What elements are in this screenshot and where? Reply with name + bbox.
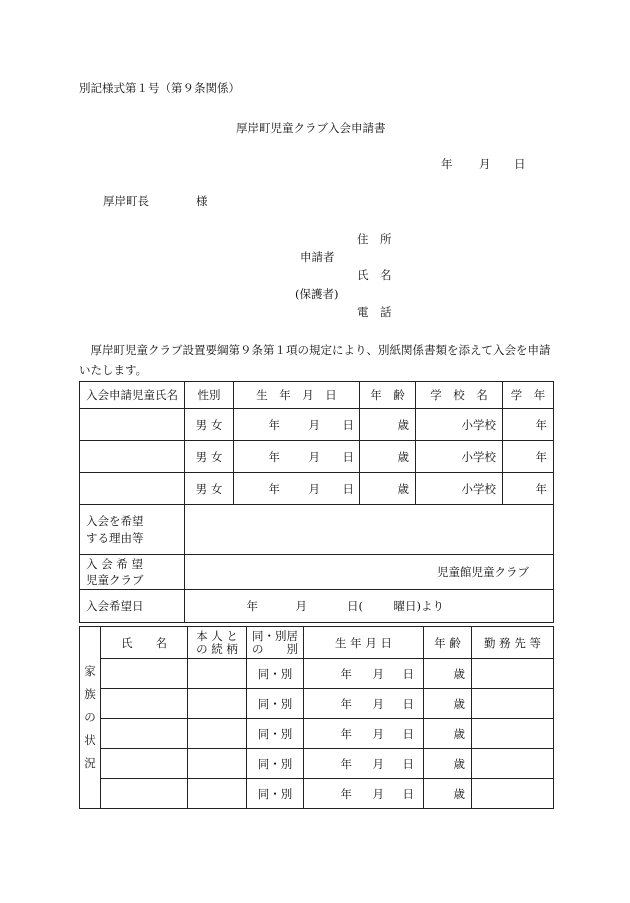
header-work: 勤 務 先 等 (472, 627, 554, 659)
header-relation-line1: 本 人 と (196, 628, 238, 643)
header-relation-line2: の 続 柄 (196, 641, 238, 656)
child-table (79, 381, 554, 623)
age-field[interactable]: 歳 (360, 473, 416, 505)
header-birth: 生 年 月 日 (234, 382, 360, 409)
table-row (80, 719, 554, 749)
family-name-field[interactable] (101, 719, 188, 749)
reason-label-line2: する理由等 (86, 530, 144, 545)
header-family-birth: 生 年 月 日 (304, 627, 424, 659)
header-grade: 学 年 (503, 382, 554, 409)
table-row (80, 441, 554, 473)
work-field[interactable] (472, 779, 554, 809)
relation-field[interactable] (188, 689, 247, 719)
family-birth-year: 年 (340, 786, 352, 801)
phone-label: 電 話 (357, 305, 392, 319)
family-birth-field[interactable] (304, 719, 424, 749)
birth-year: 年 (268, 481, 280, 496)
header-sex: 性別 (185, 382, 234, 409)
child-name-field[interactable] (80, 441, 185, 473)
birth-month: 月 (308, 449, 320, 464)
addressee: 厚岸町長 (103, 194, 149, 208)
family-age-field[interactable]: 歳 (424, 689, 472, 719)
work-field[interactable] (472, 719, 554, 749)
club-label-line1: 入 会 希 望 (86, 557, 143, 571)
cohab-field[interactable]: 同・別 (247, 659, 304, 689)
header-child-name: 入会申請児童氏名 (80, 382, 185, 409)
family-age-field[interactable]: 歳 (424, 749, 472, 779)
start-date-field[interactable] (185, 590, 554, 623)
page-title: 厚岸町児童クラブ入会申請書 (236, 121, 386, 135)
family-birth-day: 日 (402, 726, 414, 741)
cohab-field[interactable]: 同・別 (247, 719, 304, 749)
family-birth-field[interactable] (304, 779, 424, 809)
family-birth-day: 日 (402, 666, 414, 681)
birth-field[interactable] (234, 409, 360, 441)
family-birth-field[interactable] (304, 689, 424, 719)
birth-year: 年 (268, 449, 280, 464)
family-birth-field[interactable] (304, 659, 424, 689)
start-day: 日( (347, 599, 363, 613)
date-month-label: 月 (479, 157, 491, 171)
sex-field[interactable]: 男 女 (185, 441, 234, 473)
family-birth-month: 月 (372, 666, 384, 681)
side-char-2: 族 (84, 687, 96, 701)
relation-field[interactable] (188, 659, 247, 689)
family-name-field[interactable] (101, 749, 188, 779)
grade-field[interactable]: 年 (503, 441, 554, 473)
date-year-label: 年 (441, 157, 453, 171)
family-age-field[interactable]: 歳 (424, 719, 472, 749)
family-birth-day: 日 (402, 786, 414, 801)
reason-field[interactable] (185, 505, 554, 555)
club-field[interactable]: 児童館児童クラブ (185, 555, 554, 590)
work-field[interactable] (472, 659, 554, 689)
reason-row (80, 505, 554, 555)
family-birth-month: 月 (372, 756, 384, 771)
family-age-field[interactable]: 歳 (424, 779, 472, 809)
family-birth-day: 日 (402, 696, 414, 711)
family-table-header (80, 627, 554, 659)
birth-day: 日 (342, 481, 354, 496)
family-birth-month: 月 (372, 696, 384, 711)
table-row (80, 409, 554, 441)
start-date-label: 入会希望日 (80, 590, 185, 623)
start-date-row (80, 590, 554, 623)
school-field[interactable]: 小学校 (416, 441, 503, 473)
family-age-field[interactable]: 歳 (424, 659, 472, 689)
club-label-line2: 児童クラブ (86, 573, 144, 587)
work-field[interactable] (472, 749, 554, 779)
age-field[interactable]: 歳 (360, 409, 416, 441)
school-field[interactable]: 小学校 (416, 409, 503, 441)
family-side-label (80, 627, 101, 809)
family-birth-day: 日 (402, 756, 414, 771)
child-name-field[interactable] (80, 409, 185, 441)
school-field[interactable]: 小学校 (416, 473, 503, 505)
birth-day: 日 (342, 417, 354, 432)
birth-year: 年 (268, 417, 280, 432)
header-family-name: 氏 名 (101, 627, 188, 659)
club-row (80, 555, 554, 590)
header-cohabitation (247, 627, 304, 659)
header-cohab-line2: の 別 (252, 641, 298, 656)
reason-label-line1: 入会を希望 (86, 513, 144, 528)
cohab-field[interactable]: 同・別 (247, 689, 304, 719)
family-birth-month: 月 (372, 726, 384, 741)
family-birth-field[interactable] (304, 749, 424, 779)
honorific: 様 (196, 194, 208, 208)
header-age: 年 齢 (360, 382, 416, 409)
birth-month: 月 (308, 417, 320, 432)
sex-field[interactable]: 男 女 (185, 409, 234, 441)
child-name-field[interactable] (80, 473, 185, 505)
cohab-field[interactable]: 同・別 (247, 779, 304, 809)
grade-field[interactable]: 年 (503, 409, 554, 441)
table-row (80, 779, 554, 809)
birth-day: 日 (342, 449, 354, 464)
age-field[interactable]: 歳 (360, 441, 416, 473)
cohab-field[interactable]: 同・別 (247, 749, 304, 779)
start-year: 年 (246, 599, 258, 613)
birth-field[interactable] (234, 473, 360, 505)
family-birth-year: 年 (340, 756, 352, 771)
table-row (80, 749, 554, 779)
relation-field[interactable] (188, 719, 247, 749)
table-row (80, 689, 554, 719)
birth-field[interactable] (234, 441, 360, 473)
family-birth-year: 年 (340, 696, 352, 711)
birth-month: 月 (308, 481, 320, 496)
header-relation (188, 627, 247, 659)
side-char-3: の (84, 710, 96, 724)
start-weekday: 曜日)より (393, 599, 444, 613)
header-cohab-line1: 同・別居 (252, 628, 298, 643)
header-school: 学 校 名 (416, 382, 503, 409)
family-name-field[interactable] (101, 659, 188, 689)
side-char-4: 状 (84, 733, 96, 747)
table-row (80, 659, 554, 689)
family-birth-month: 月 (372, 786, 384, 801)
club-label (80, 555, 185, 590)
date-day-label: 日 (514, 157, 526, 171)
family-name-field[interactable] (101, 689, 188, 719)
child-table-header (80, 382, 554, 409)
header-family-age: 年 齢 (424, 627, 472, 659)
name-label: 氏 名 (357, 268, 392, 282)
family-table (79, 626, 554, 809)
guardian-label: (保護者) (295, 287, 339, 301)
application-statement: 厚岸町児童クラブ設置要綱第９条第１項の規定により、別紙関係書類を添えて入会を申請いたします。 (79, 343, 551, 377)
sex-field[interactable]: 男 女 (185, 473, 234, 505)
start-month: 月 (295, 599, 307, 613)
grade-field[interactable]: 年 (503, 473, 554, 505)
family-birth-year: 年 (340, 666, 352, 681)
family-birth-year: 年 (340, 726, 352, 741)
side-char-1: 家 (84, 664, 96, 678)
applicant-label: 申請者 (300, 250, 335, 264)
form-number: 別記様式第１号（第９条関係） (79, 81, 240, 95)
table-row (80, 473, 554, 505)
family-name-field[interactable] (101, 779, 188, 809)
address-label: 住 所 (357, 232, 392, 246)
relation-field[interactable] (188, 749, 247, 779)
reason-label (80, 505, 185, 555)
side-char-5: 況 (84, 756, 96, 770)
work-field[interactable] (472, 689, 554, 719)
relation-field[interactable] (188, 779, 247, 809)
